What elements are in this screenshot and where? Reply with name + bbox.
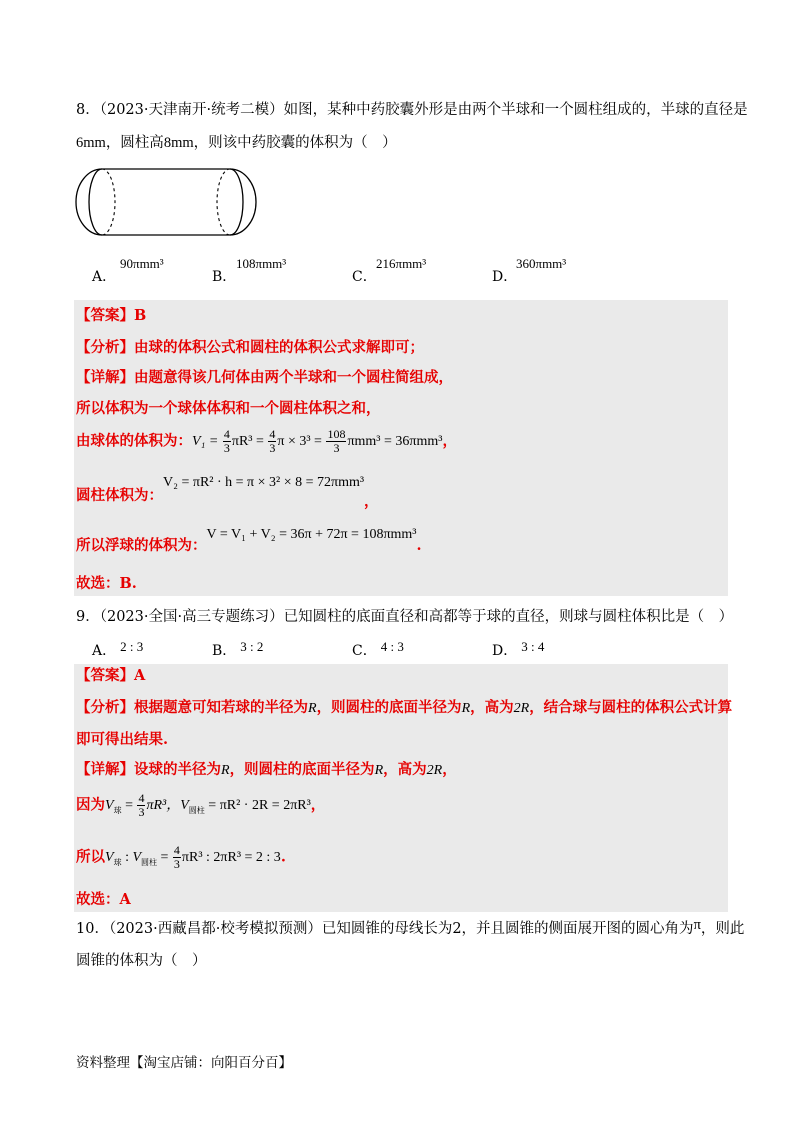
q9-detail-c: ，高为 xyxy=(383,761,427,778)
q8-frac-3-den: 3 xyxy=(333,441,340,455)
q9-option-a-label: A． xyxy=(92,643,117,659)
q9-because-m1: πR³， xyxy=(146,797,181,813)
q9-detail-r2: R xyxy=(374,763,384,778)
q9-so-v1: V xyxy=(105,849,114,865)
q9-option-d[interactable] xyxy=(492,636,545,659)
q8-frac-1 xyxy=(223,428,231,455)
q8-option-a-value: 90πmm³ xyxy=(120,256,164,271)
q8-m1: πR³ = xyxy=(231,433,268,449)
q8-frac-2 xyxy=(268,428,276,455)
q8-stem-b2: ，圆柱高 xyxy=(105,135,164,151)
q9-option-d-value: 3 : 4 xyxy=(521,639,545,654)
q8-frac-3 xyxy=(326,428,346,455)
q8-frac-2-den: 3 xyxy=(269,441,276,455)
q8-detail-5-end: . xyxy=(416,537,422,554)
q8-detail-4-label: 圆柱体积为： xyxy=(76,487,163,504)
q9-because-v2: V xyxy=(180,797,189,813)
q8-total-formula: V = V₁ + V₂ = 36π + 72π = 108πmm³ xyxy=(206,527,417,542)
q8-answer: 【答案】B xyxy=(76,307,147,324)
q9-source: （2023·全国·高三专题练习） xyxy=(99,609,284,625)
q8-number: 8． xyxy=(76,102,100,118)
q9-detail-r3: 2R xyxy=(426,763,443,778)
q8-stem-b4: ，则该中药胶囊的体积为（ ） xyxy=(193,135,397,151)
q9-so-m: πR³ : 2πR³ = 2 : 3 xyxy=(181,849,281,865)
q10-stem-a: 已知圆锥的母线长为2，并且圆锥的侧面展开图的圆心角为 xyxy=(321,921,694,937)
q8-detail-3-end: ， xyxy=(442,432,457,450)
q9-solution-box xyxy=(74,664,733,912)
q8-m3: πmm³ = 36πmm³ xyxy=(347,433,443,449)
q9-option-b[interactable] xyxy=(212,636,264,659)
q8-ball-formula xyxy=(192,427,443,455)
q9-analysis-line2: 即可得出结果. xyxy=(76,731,169,748)
q9-so-end: . xyxy=(280,848,286,866)
q8-m2: π × 3³ = xyxy=(277,433,326,449)
q8-detail-4-end: ， xyxy=(364,493,379,510)
q10-stem-line2: 圆锥的体积为（ ） xyxy=(76,953,207,969)
q9-because-end: ， xyxy=(310,796,326,814)
q9-choose: 故选：A xyxy=(76,891,131,908)
q8-detail-1: 【详解】由题意得该几何体由两个半球和一个圆柱简组成， xyxy=(76,369,453,386)
q9-analysis-r1: R xyxy=(308,701,317,716)
q9-analysis-r3: 2R xyxy=(513,701,530,716)
q9-because-formula xyxy=(105,791,311,819)
q9-so-frac xyxy=(173,844,181,871)
q9-option-b-label: B． xyxy=(212,643,237,659)
q9-so xyxy=(76,844,286,871)
q8-height: 8mm xyxy=(163,135,194,151)
q9-analysis-a: 【分析】根据题意可知若球的半径为 xyxy=(76,699,308,716)
q8-option-c-label: C． xyxy=(352,269,377,285)
q9-because-eq1: = xyxy=(121,797,137,813)
q8-detail-5-label: 所以浮球的体积为： xyxy=(76,537,207,554)
q9-so-eq: = xyxy=(157,849,172,865)
capsule-figure xyxy=(70,162,270,242)
q10-stem-b: ，则此 xyxy=(700,921,745,937)
q9-analysis-c: ，高为 xyxy=(470,699,514,716)
q8-option-b-value: 108πmm³ xyxy=(236,256,287,271)
q8-detail-3 xyxy=(76,428,457,455)
q8-option-a-label: A． xyxy=(92,269,117,285)
q9-detail-d: ， xyxy=(442,761,457,778)
q9-option-c-value: 4 : 3 xyxy=(380,639,404,654)
q8-source: （2023·天津南开·统考二模） xyxy=(99,102,284,118)
q9-analysis-b: ，则圆柱的底面半径为 xyxy=(316,699,462,716)
q9-because-v1: V xyxy=(105,797,114,813)
q8-stem-a: 如图，某种中药胶囊外形是由两个半球和一个圆柱组成的，半球的直径是 xyxy=(283,102,748,118)
q8-option-d-label: D． xyxy=(492,269,518,285)
q9-number: 9． xyxy=(76,609,100,625)
q9-analysis-d: ，结合球与圆柱的体积公式计算 xyxy=(529,699,733,716)
q8-frac-1-num: 4 xyxy=(223,427,230,441)
q8-choose: 故选：B. xyxy=(76,575,137,592)
q9-so-colon: : xyxy=(121,849,133,865)
q9-so-v2: V xyxy=(132,849,142,865)
q10-stem-line1 xyxy=(76,919,744,939)
q9-so-formula xyxy=(105,843,281,871)
q9-so-frac-den: 3 xyxy=(173,857,180,871)
q8-frac-3-num: 108 xyxy=(327,427,346,441)
q8-analysis: 【分析】由球的体积公式和圆柱的体积公式求解即可； xyxy=(76,339,424,356)
q9-option-a[interactable] xyxy=(92,636,144,659)
q8-solution-box xyxy=(74,300,728,596)
q8-option-b-label: B． xyxy=(212,269,237,285)
q8-v1: V₁ = xyxy=(192,433,222,449)
q9-because-frac xyxy=(137,792,145,819)
q9-analysis-r2: R xyxy=(461,701,471,716)
q10-pi: π xyxy=(693,917,701,933)
q9-detail-r1: R xyxy=(221,763,230,778)
q8-diameter: 6mm xyxy=(76,135,106,151)
q9-detail xyxy=(76,760,457,781)
q9-because xyxy=(76,792,325,819)
q9-so-sub1: 球 xyxy=(113,857,122,867)
q9-analysis-line1 xyxy=(76,698,732,719)
q8-detail-3-label: 由球体的体积为： xyxy=(76,432,192,450)
q9-option-b-value: 3 : 2 xyxy=(240,639,264,654)
q8-detail-5 xyxy=(76,527,422,557)
q9-stem xyxy=(76,607,733,627)
q9-so-frac-num: 4 xyxy=(173,843,180,857)
q9-so-sub2: 圆柱 xyxy=(141,857,158,867)
q8-option-c-value: 216πmm³ xyxy=(376,256,427,271)
q9-option-c-label: C． xyxy=(352,643,377,659)
q10-number: 10． xyxy=(76,921,109,937)
q9-option-c[interactable] xyxy=(352,636,404,659)
q9-so-label: 所以 xyxy=(76,848,105,866)
q8-option-d-value: 360πmm³ xyxy=(516,256,567,271)
q9-option-a-value: 2 : 3 xyxy=(120,639,144,654)
q9-option-d-label: D． xyxy=(492,643,518,659)
q8-detail-2: 所以体积为一个球体体积和一个圆柱体积之和， xyxy=(76,400,381,417)
q8-frac-1-den: 3 xyxy=(223,441,230,455)
q9-detail-a: 【详解】设球的半径为 xyxy=(76,761,221,778)
q10-source: （2023·西藏昌都·校考模拟预测） xyxy=(108,921,322,937)
q8-stem-line1 xyxy=(76,100,748,120)
q9-because-m2: = πR² · 2R = 2πR³ xyxy=(204,797,311,813)
q9-stem-text: 已知圆柱的底面直径和高都等于球的直径，则球与圆柱体积比是（ ） xyxy=(283,609,734,625)
q9-because-sub2: 圆柱 xyxy=(188,805,205,815)
q9-because-sub1: 球 xyxy=(113,805,122,815)
q8-stem-line2 xyxy=(76,133,397,153)
q8-frac-2-num: 4 xyxy=(269,427,276,441)
q9-because-frac-den: 3 xyxy=(138,805,145,819)
q9-because-label: 因为 xyxy=(76,796,105,814)
q9-answer: 【答案】A xyxy=(76,667,146,684)
q8-detail-4 xyxy=(76,475,379,510)
q9-detail-b: ，则圆柱的底面半径为 xyxy=(229,761,375,778)
q9-because-frac-num: 4 xyxy=(138,791,145,805)
q8-cyl-formula: V₂ = πR² · h = π × 3² × 8 = 72πmm³ xyxy=(163,475,365,490)
footer-note: 资料整理【淘宝店铺：向阳百分百】 xyxy=(76,1055,292,1071)
